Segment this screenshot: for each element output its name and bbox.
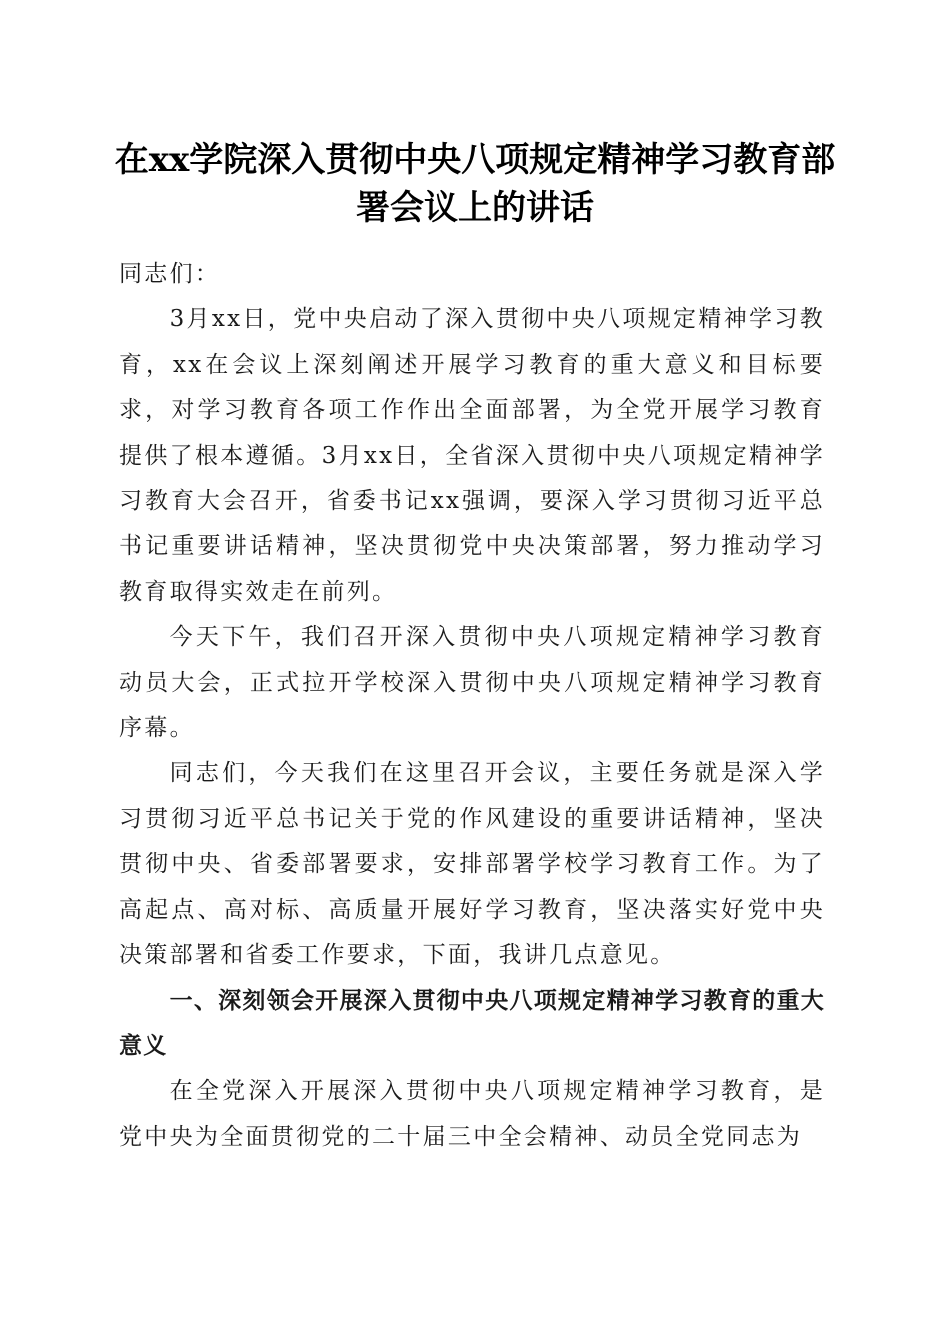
salutation: 同志们： xyxy=(119,261,221,287)
document-body xyxy=(119,252,825,1160)
paragraph-2: 今天下午，我们召开深入贯彻中央八项规定精神学习教育动员大会，正式拉开学校深入贯彻中央八项规定精神学习教育序幕。 xyxy=(119,624,825,742)
section-paragraph: 在全党深入开展深入贯彻中央八项规定精神学习教育，是党中央为全面贯彻党的二十届三中全会精神、动员全党同志为 xyxy=(119,1078,825,1150)
paragraph-1: 3月xx日，党中央启动了深入贯彻中央八项规定精神学习教育，xx在会议上深刻阐述开展学习教育的重大意义和目标要求，对学习教育各项工作作出全面部署，为全党开展学习教育提供了根本遵循。3月xx日，全省深入贯彻中央八项规定精神学习教育大会召开，省委书记xx强调，要深入学习贯彻习近平总书记重要讲话精神，坚决贯彻党中央决策部署，努力推动学习教育取得实效走在前列。 xyxy=(119,306,825,605)
paragraph-3: 同志们，今天我们在这里召开会议，主要任务就是深入学习贯彻习近平总书记关于党的作风建设的重要讲话精神，坚决贯彻中央、省委部署要求，安排部署学校学习教育工作。为了高起点、高对标、高质量开展好学习教育，坚决落实好党中央决策部署和省委工作要求，下面，我讲几点意见。 xyxy=(119,760,825,969)
document-title: 在xx学院深入贯彻中央八项规定精神学习教育部署会议上的讲话 xyxy=(114,140,836,228)
section-heading: 一、深刻领会开展深入贯彻中央八项规定精神学习教育的重大意义 xyxy=(119,987,825,1059)
